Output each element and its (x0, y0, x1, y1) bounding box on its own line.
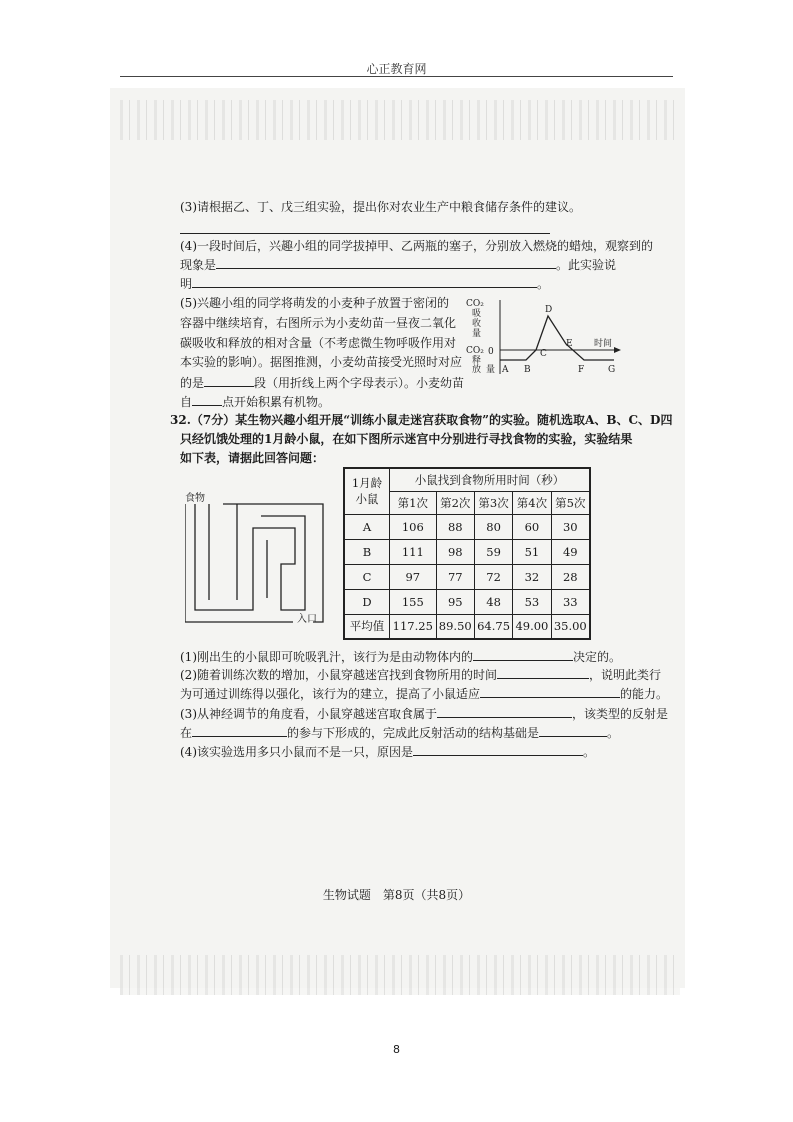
graph-release-2: 放 (472, 365, 482, 375)
maze-entrance-label: 入口 (297, 614, 317, 624)
maze-outer-left (185, 504, 293, 622)
cell: 49.00 (513, 614, 551, 639)
q32-sub3-post: ，该类型的反射是 (572, 707, 669, 721)
q32-sub2b-pre: 为可通过训练得以强化，该行为的建立，提高了小鼠适应 (180, 687, 481, 701)
q32-blank-7 (413, 743, 583, 756)
graph-release-3: 量 (486, 365, 496, 375)
q32-sub3b-mid: 的参与下形成的，完成此反射活动的结构基础是 (287, 726, 540, 740)
question-5-line5 (180, 374, 464, 391)
header-divider (120, 76, 673, 77)
maze-wall-3 (195, 504, 305, 610)
cell: 80 (474, 514, 512, 539)
graph-release-1: 释 (472, 356, 482, 366)
cell: 48 (474, 589, 512, 614)
q32-sub3-pre: (3)从神经调节的角度看，小鼠穿越迷宫取食属于 (180, 707, 437, 721)
cell: 30 (551, 514, 590, 539)
cell: 53 (513, 589, 551, 614)
graph-point-f: F (578, 365, 585, 375)
row-label: B (344, 539, 390, 564)
table-row (344, 564, 590, 589)
results-table (343, 467, 591, 640)
cell: 59 (474, 539, 512, 564)
graph-time-label: 时间 (594, 339, 613, 349)
cell: 35.00 (551, 614, 590, 639)
q4-line2-post: 。此实验说 (556, 258, 617, 272)
question-4-line3 (180, 275, 549, 292)
q4-blank-conclusion (192, 275, 537, 288)
header-site-name: 心正教育网 (366, 62, 427, 76)
graph-zero: 0 (488, 347, 494, 357)
row-label: A (344, 514, 390, 539)
cell: 77 (436, 564, 474, 589)
q32-sub4-pre: (4)该实验选用多只小鼠而不是一只，原因是 (180, 745, 413, 759)
q32-sub1-post: 决定的。 (573, 650, 622, 664)
q32-sub2-pre: (2)随着训练次数的增加，小鼠穿越迷宫找到食物所用的时间 (180, 668, 498, 682)
q32-blank-2 (497, 666, 589, 679)
q5-blank-segment (204, 374, 254, 387)
q32-blank-1 (473, 648, 573, 661)
graph-point-e: E (566, 339, 573, 349)
question-32-line2: 只经饥饿处理的1月龄小鼠，在如下图所示迷宫中分别进行寻找食物的实验，实验结果 (180, 432, 633, 446)
col-header-4: 第4次 (513, 491, 551, 514)
cell: 95 (436, 589, 474, 614)
q32-sub2b-post: 的能力。 (620, 687, 669, 701)
q4-line3-pre: 明 (180, 277, 193, 291)
q32-sub2-post: ，说明此类行 (589, 668, 662, 682)
page-footer: 生物试题 第8页（共8页） (322, 888, 471, 902)
table-row (344, 539, 590, 564)
q3-answer-line (180, 233, 550, 234)
q32-sub2b (180, 685, 668, 702)
table-row-average (344, 614, 590, 639)
table-row (344, 514, 590, 539)
question-5-line4: 本实验的影响）。据图推测，小麦幼苗接受光照时对应 (180, 355, 463, 369)
q32-blank-5 (192, 724, 287, 737)
q5-line6-post: 点开始积累有机物。 (222, 395, 331, 409)
graph-point-d: D (545, 305, 553, 315)
corner-line1: 1月龄 (351, 476, 383, 491)
graph-curve (500, 316, 614, 360)
cell: 89.50 (436, 614, 474, 639)
cell: 97 (390, 564, 437, 589)
q32-sub4-post: 。 (583, 745, 596, 759)
scan-noise-top (120, 100, 680, 140)
q32-blank-3 (480, 685, 620, 698)
cell: 98 (436, 539, 474, 564)
table-corner (344, 468, 390, 514)
row-label: 平均值 (344, 614, 390, 639)
q32-sub3b-pre: 在 (180, 726, 193, 740)
q32-sub2 (180, 666, 661, 683)
graph-absorb-co2: CO₂ (466, 299, 484, 309)
cell: 28 (551, 564, 590, 589)
cell: 49 (551, 539, 590, 564)
graph-x-arrow (614, 347, 621, 353)
page-number: 8 (393, 1043, 400, 1056)
cell: 64.75 (474, 614, 512, 639)
cell: 32 (513, 564, 551, 589)
q4-line3-post: 。 (537, 277, 550, 291)
q5-line6-pre: 自 (180, 395, 193, 409)
corner-line2: 小鼠 (355, 492, 379, 507)
col-header-3: 第3次 (474, 491, 512, 514)
col-header-2: 第2次 (436, 491, 474, 514)
question-5-line3: 碳吸收和释放的相对含量（不考虑微生物呼吸作用对 (180, 336, 457, 350)
cell: 33 (551, 589, 590, 614)
q32-sub3b (180, 724, 619, 741)
cell: 72 (474, 564, 512, 589)
cell: 155 (390, 589, 437, 614)
cell: 106 (390, 514, 437, 539)
row-label: D (344, 589, 390, 614)
question-4-line2 (180, 256, 616, 273)
graph-absorb-1: 吸 (472, 309, 482, 319)
question-5-line2: 容器中继续培育，右图所示为小麦幼苗一昼夜二氧化 (180, 316, 457, 330)
question-3-text: (3)请根据乙、丁、戊三组实验，提出你对农业生产中粮食储存条件的建议。 (180, 200, 582, 214)
graph-release-co2: CO₂ (466, 346, 484, 356)
question-5-line1: (5)兴趣小组的同学将萌发的小麦种子放置于密闭的 (180, 296, 449, 310)
cell: 111 (390, 539, 437, 564)
q32-sub4 (180, 743, 595, 760)
co2-graph (466, 298, 626, 376)
cell: 117.25 (390, 614, 437, 639)
q5-line5-pre: 的是 (180, 376, 205, 390)
graph-point-a: A (502, 365, 509, 375)
q32-sub3b-post: 。 (607, 726, 620, 740)
q4-line2-pre: 现象是 (180, 258, 217, 272)
q32-blank-6 (539, 724, 607, 737)
cell: 51 (513, 539, 551, 564)
graph-absorb-2: 收 (472, 319, 482, 329)
q32-sub1-pre: (1)刚出生的小鼠即可吮吸乳汁，该行为是由动物体内的 (180, 650, 474, 664)
cell: 60 (513, 514, 551, 539)
q5-line5-post: 段（用折线上两个字母表示）。小麦幼苗 (254, 376, 465, 390)
q4-blank-phenomenon (216, 256, 556, 269)
maze-diagram (185, 492, 335, 624)
graph-point-c: C (540, 349, 547, 359)
question-32-line3: 如下表，请据此回答问题： (180, 451, 325, 465)
q32-blank-4 (437, 705, 572, 718)
graph-absorb-3: 量 (472, 329, 482, 339)
question-4-line1: (4)一段时间后，兴趣小组的同学拔掉甲、乙两瓶的塞子，分别放入燃烧的蜡烛，观察到的 (180, 239, 654, 253)
q32-sub3 (180, 705, 668, 722)
maze-food-label: 食物 (185, 493, 205, 504)
q5-blank-point (192, 393, 222, 406)
table-span-header: 小鼠找到食物所用时间（秒） (390, 468, 591, 491)
question-5-line6 (180, 393, 330, 410)
graph-point-g: G (608, 365, 616, 375)
scan-noise-bottom (120, 955, 680, 995)
cell: 88 (436, 514, 474, 539)
maze-outer-right (223, 504, 323, 622)
question-32-line1: 32.（7分）某生物兴趣小组开展“训练小鼠走迷宫获取食物”的实验。随机选取A、B、C、D四 (170, 413, 673, 427)
col-header-5: 第5次 (551, 491, 590, 514)
q32-sub1 (180, 648, 621, 665)
row-label: C (344, 564, 390, 589)
col-header-1: 第1次 (390, 491, 437, 514)
graph-point-b: B (524, 365, 531, 375)
table-row (344, 589, 590, 614)
